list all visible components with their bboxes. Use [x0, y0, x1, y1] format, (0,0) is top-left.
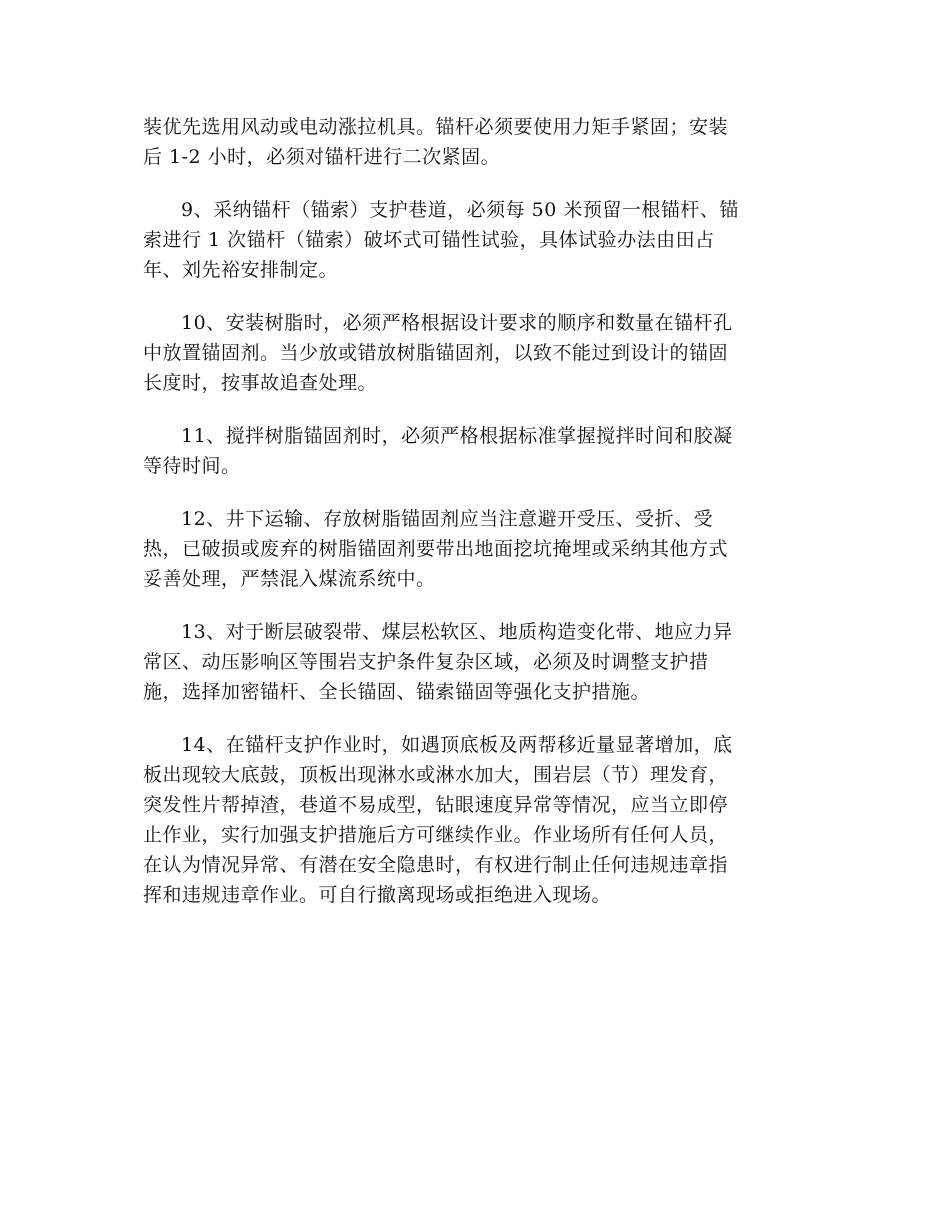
text-line: 13、对于断层破裂带、煤层松软区、地质构造变化带、地应力异	[181, 621, 733, 643]
text-line: 热，已破损或废弃的树脂锚固剂要带出地面挖坑掩埋或采纳其他方式	[143, 538, 729, 560]
document-page	[143, 112, 795, 933]
text-line: 14、在锚杆支护作业时，如遇顶底板及两帮移近量显著增加，底	[181, 734, 733, 756]
text-line: 止作业，实行加强支护措施后方可继续作业。作业场所有任何人员，	[143, 824, 729, 846]
paragraph-item-9	[143, 195, 795, 285]
paragraph-item-12	[143, 504, 795, 594]
paragraph-item-13	[143, 617, 795, 707]
text-line: 等待时间。	[143, 455, 241, 477]
text-line: 突发性片帮掉渣，巷道不易成型，钻眼速度异常等情况，应当立即停	[143, 794, 729, 816]
text-line: 长度时，按事故追查处理。	[143, 372, 378, 394]
paragraph-continued	[143, 112, 795, 172]
paragraph-item-11	[143, 421, 795, 481]
paragraph-item-14	[143, 730, 795, 910]
text-line: 10、安装树脂时，必须严格根据设计要求的顺序和数量在锚杆孔	[181, 312, 733, 334]
text-line: 后 1-2 小时，必须对锚杆进行二次紧固。	[143, 146, 501, 168]
text-line: 常区、动压影响区等围岩支护条件复杂区域，必须及时调整支护措	[143, 651, 709, 673]
text-line: 中放置锚固剂。当少放或错放树脂锚固剂，以致不能过到设计的锚固	[143, 342, 729, 364]
text-line: 11、搅拌树脂锚固剂时，必须严格根据标准掌握搅拌时间和胶凝	[181, 425, 733, 447]
text-line: 板出现较大底鼓，顶板出现淋水或淋水加大，围岩层（节）理发育，	[143, 764, 729, 786]
text-line: 12、井下运输、存放树脂锚固剂应当注意避开受压、受折、受	[181, 508, 714, 530]
text-line: 在认为情况异常、有潜在安全隐患时，有权进行制止任何违规违章指	[143, 854, 729, 876]
text-line: 索进行 1 次锚杆（锚索）破坏式可锚性试验，具体试验办法由田占	[143, 229, 715, 251]
text-line: 年、刘先裕安排制定。	[143, 259, 339, 281]
text-line: 挥和违规违章作业。可自行撤离现场或拒绝进入现场。	[143, 884, 612, 906]
text-line: 装优先选用风动或电动涨拉机具。锚杆必须要使用力矩手紧固；安装	[143, 116, 729, 138]
text-line: 妥善处理，严禁混入煤流系统中。	[143, 568, 436, 590]
paragraph-item-10	[143, 308, 795, 398]
text-line: 9、采纳锚杆（锚索）支护巷道，必须每 50 米预留一根锚杆、锚	[181, 199, 739, 221]
text-line: 施，选择加密锚杆、全长锚固、锚索锚固等强化支护措施。	[143, 681, 651, 703]
